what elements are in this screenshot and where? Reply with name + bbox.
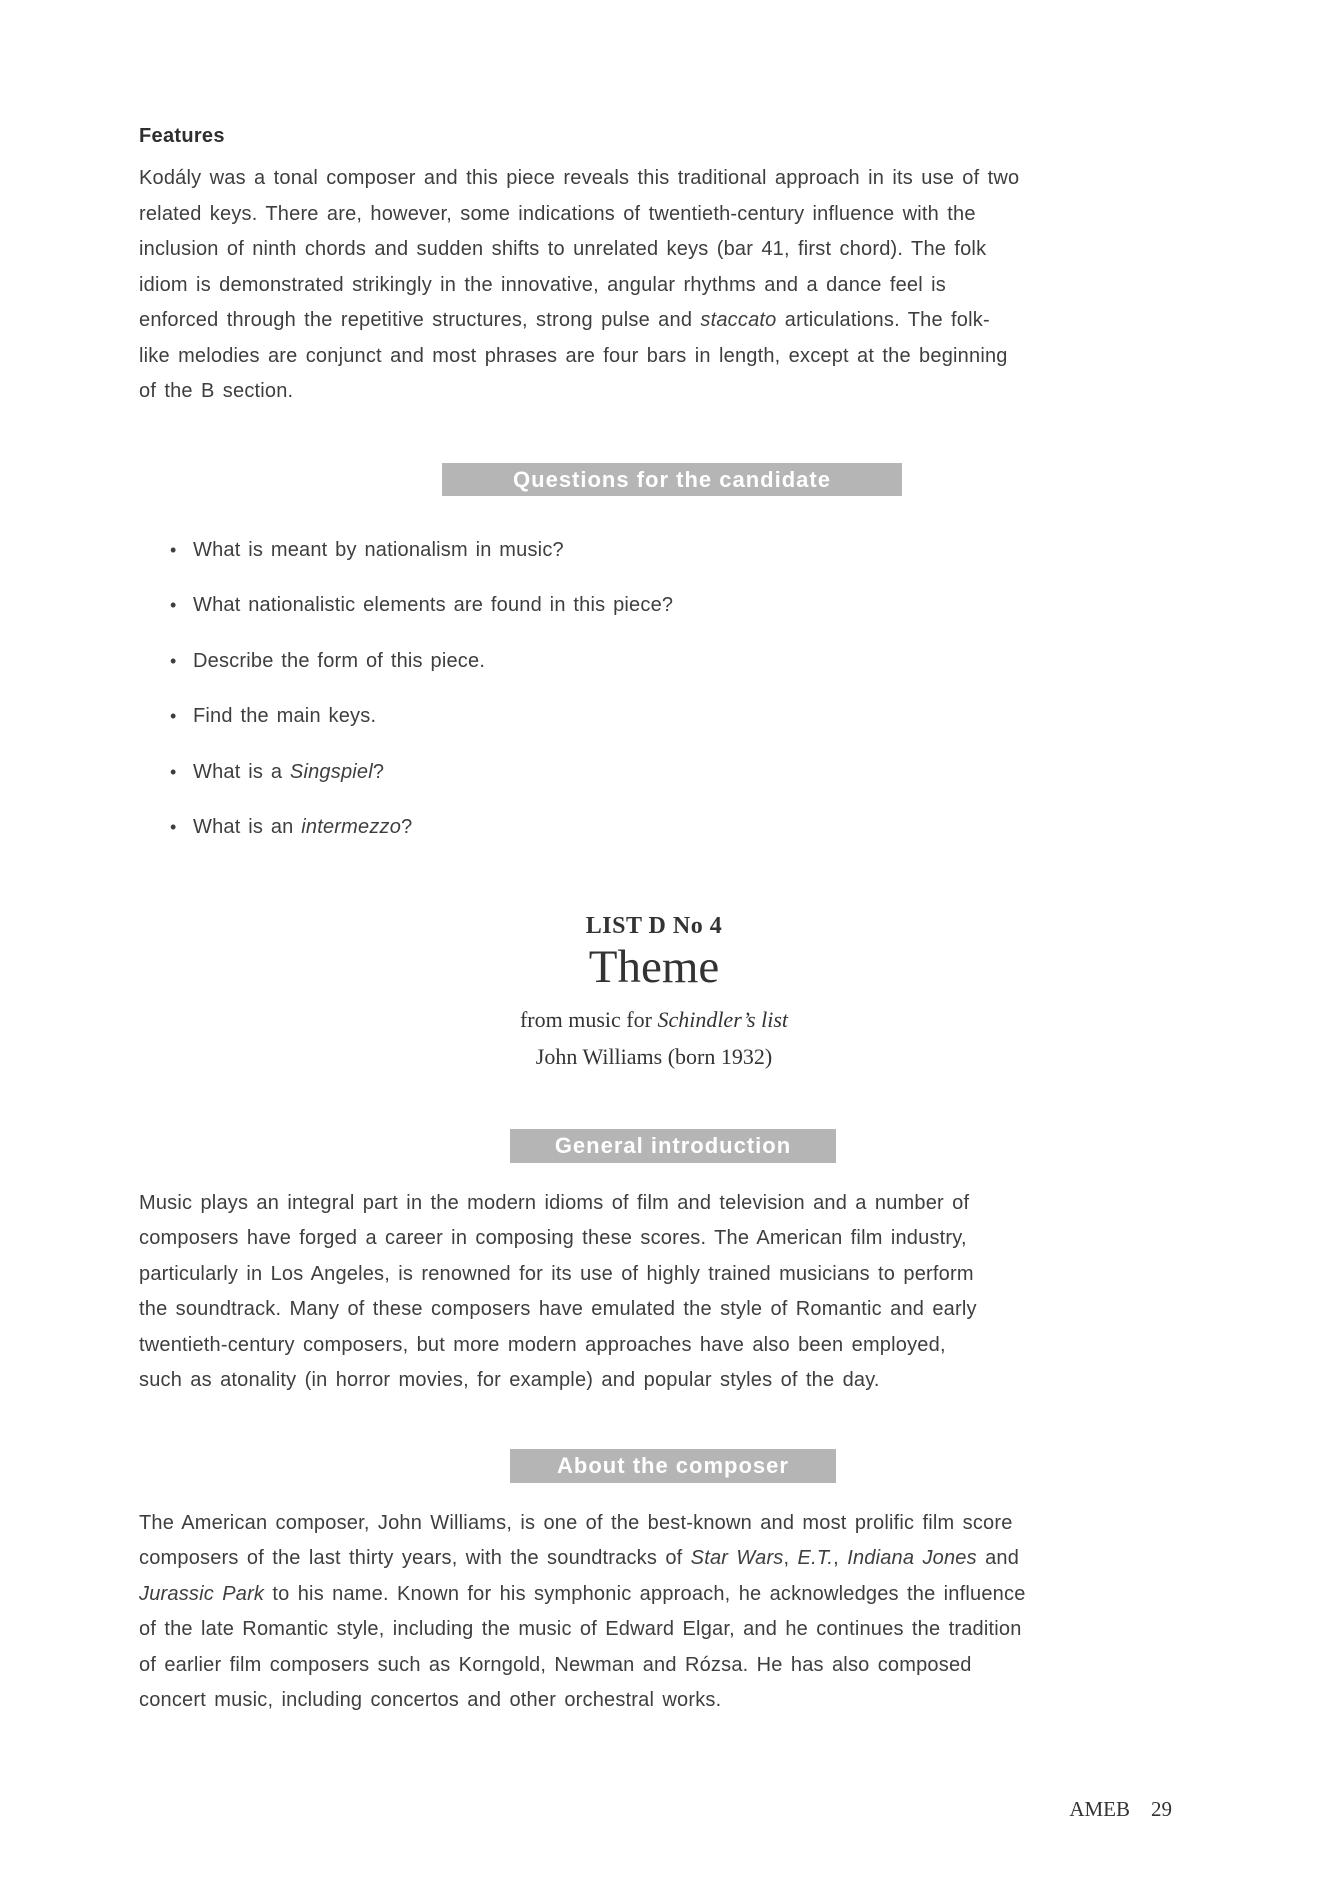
text-line bbox=[139, 1541, 1169, 1577]
text-run: twentieth-century composers, but more modern approaches have also been employed, bbox=[139, 1333, 946, 1356]
text-line bbox=[139, 303, 1169, 339]
work-subtitle bbox=[139, 1008, 1169, 1032]
work-subtitle-film-name: Schindler’s list bbox=[657, 1006, 789, 1032]
text-run: such as atonality (in horror movies, for example) and popular styles of the day. bbox=[139, 1369, 880, 1391]
general-introduction-paragraph bbox=[139, 1186, 1169, 1399]
features-heading: Features bbox=[139, 125, 225, 147]
text-run: concert music, including concertos and other orchestral works. bbox=[139, 1689, 722, 1711]
text-line bbox=[139, 1577, 1169, 1613]
work-composer: John Williams (born 1932) bbox=[535, 1043, 773, 1069]
text-line bbox=[139, 161, 1169, 197]
text-line bbox=[139, 1363, 1169, 1399]
text-run: particularly in Los Angeles, is renowned for its use of highly trained musicians to perform bbox=[139, 1262, 974, 1285]
text-run: enforced through the repetitive structures, strong pulse and bbox=[139, 309, 701, 331]
features-paragraph bbox=[139, 161, 1169, 410]
text-run: What is an bbox=[193, 816, 302, 838]
text-line bbox=[139, 268, 1169, 304]
text-run: Find the main keys. bbox=[193, 705, 377, 727]
text-run: to his name. Known for his symphonic approach, he acknowledges the influence bbox=[264, 1582, 1026, 1605]
text-line bbox=[139, 1221, 1169, 1257]
work-title-block bbox=[139, 912, 1169, 1070]
text-run: composers have forged a career in composing these scores. The American film industry, bbox=[139, 1227, 967, 1249]
text-run: ? bbox=[372, 760, 385, 783]
text-run: related keys. There are, however, some indications of twentieth-century influence with the bbox=[139, 202, 976, 225]
text-line bbox=[139, 1257, 1169, 1293]
text-run: Music plays an integral part in the modern idioms of film and television and a number of bbox=[139, 1191, 970, 1214]
text-run: ? bbox=[401, 816, 413, 838]
text-run: idiom is demonstrated strikingly in the innovative, angular rhythms and a dance feel is bbox=[139, 273, 946, 296]
text-run: composers of the last thirty years, with the soundtracks of bbox=[139, 1547, 691, 1569]
text-line bbox=[139, 1186, 1169, 1222]
italic-text-run: intermezzo bbox=[301, 816, 402, 838]
text-line bbox=[139, 1683, 1169, 1719]
text-run: of the B section. bbox=[139, 380, 294, 402]
text-line bbox=[139, 1292, 1169, 1328]
text-line bbox=[139, 588, 1169, 624]
text-run: What nationalistic elements are found in this piece? bbox=[193, 594, 674, 616]
text-line bbox=[139, 1506, 1169, 1542]
work-title: Theme bbox=[588, 940, 720, 993]
questions-section-banner: Questions for the candidate bbox=[442, 463, 902, 496]
text-line bbox=[139, 1648, 1169, 1684]
text-line bbox=[139, 232, 1169, 268]
text-line bbox=[139, 755, 1169, 791]
italic-text-run: E.T. bbox=[797, 1547, 834, 1569]
about-the-composer-banner: About the composer bbox=[510, 1449, 836, 1483]
text-line bbox=[139, 197, 1169, 233]
page-number: 29 bbox=[1151, 1797, 1172, 1821]
page-footer bbox=[1069, 1797, 1172, 1822]
text-run: and bbox=[976, 1547, 1020, 1569]
italic-text-run: Singspiel bbox=[289, 760, 373, 783]
italic-text-run: Indiana Jones bbox=[847, 1547, 977, 1569]
text-line bbox=[139, 339, 1169, 375]
work-list-number: LIST D No 4 bbox=[585, 912, 723, 939]
text-line bbox=[139, 699, 1169, 735]
text-run: articulations. The folk- bbox=[776, 309, 990, 331]
page-content bbox=[139, 0, 1169, 1719]
text-line bbox=[139, 1328, 1169, 1364]
text-run: What is meant by nationalism in music? bbox=[193, 538, 564, 561]
text-run: What is a bbox=[193, 760, 290, 783]
text-run: Kodály was a tonal composer and this piece reveals this traditional approach in its use of two bbox=[139, 167, 1020, 189]
text-run: The American composer, John Williams, is one of the best-known and most prolific film score bbox=[139, 1511, 1013, 1534]
text-run: Describe the form of this piece. bbox=[193, 649, 486, 672]
publisher-label: AMEB bbox=[1069, 1797, 1130, 1821]
about-the-composer-paragraph bbox=[139, 1506, 1169, 1719]
text-run: the soundtrack. Many of these composers have emulated the style of Romantic and early bbox=[139, 1298, 977, 1320]
text-run: like melodies are conjunct and most phrases are four bars in length, except at the beginning bbox=[139, 344, 1008, 367]
text-run: of the late Romantic style, including the music of Edward Elgar, and he continues the tradition bbox=[139, 1618, 1022, 1640]
general-introduction-banner: General introduction bbox=[510, 1129, 836, 1163]
text-run: inclusion of ninth chords and sudden shifts to unrelated keys (bar 41, first chord). The folk bbox=[139, 238, 987, 260]
text-run: of earlier film composers such as Korngold, Newman and Rózsa. He has also composed bbox=[139, 1653, 972, 1676]
questions-list bbox=[139, 533, 1169, 846]
text-line bbox=[139, 810, 1169, 846]
text-line bbox=[139, 1612, 1169, 1648]
italic-text-run: staccato bbox=[700, 309, 777, 331]
text-line bbox=[139, 644, 1169, 680]
italic-text-run: Jurassic Park bbox=[139, 1582, 265, 1605]
text-line bbox=[139, 374, 1169, 410]
work-subtitle-prefix: from music for bbox=[519, 1006, 658, 1032]
italic-text-run: Star Wars bbox=[690, 1547, 784, 1569]
text-line bbox=[139, 533, 1169, 569]
text-run: , bbox=[833, 1547, 848, 1569]
text-run: , bbox=[783, 1547, 798, 1569]
